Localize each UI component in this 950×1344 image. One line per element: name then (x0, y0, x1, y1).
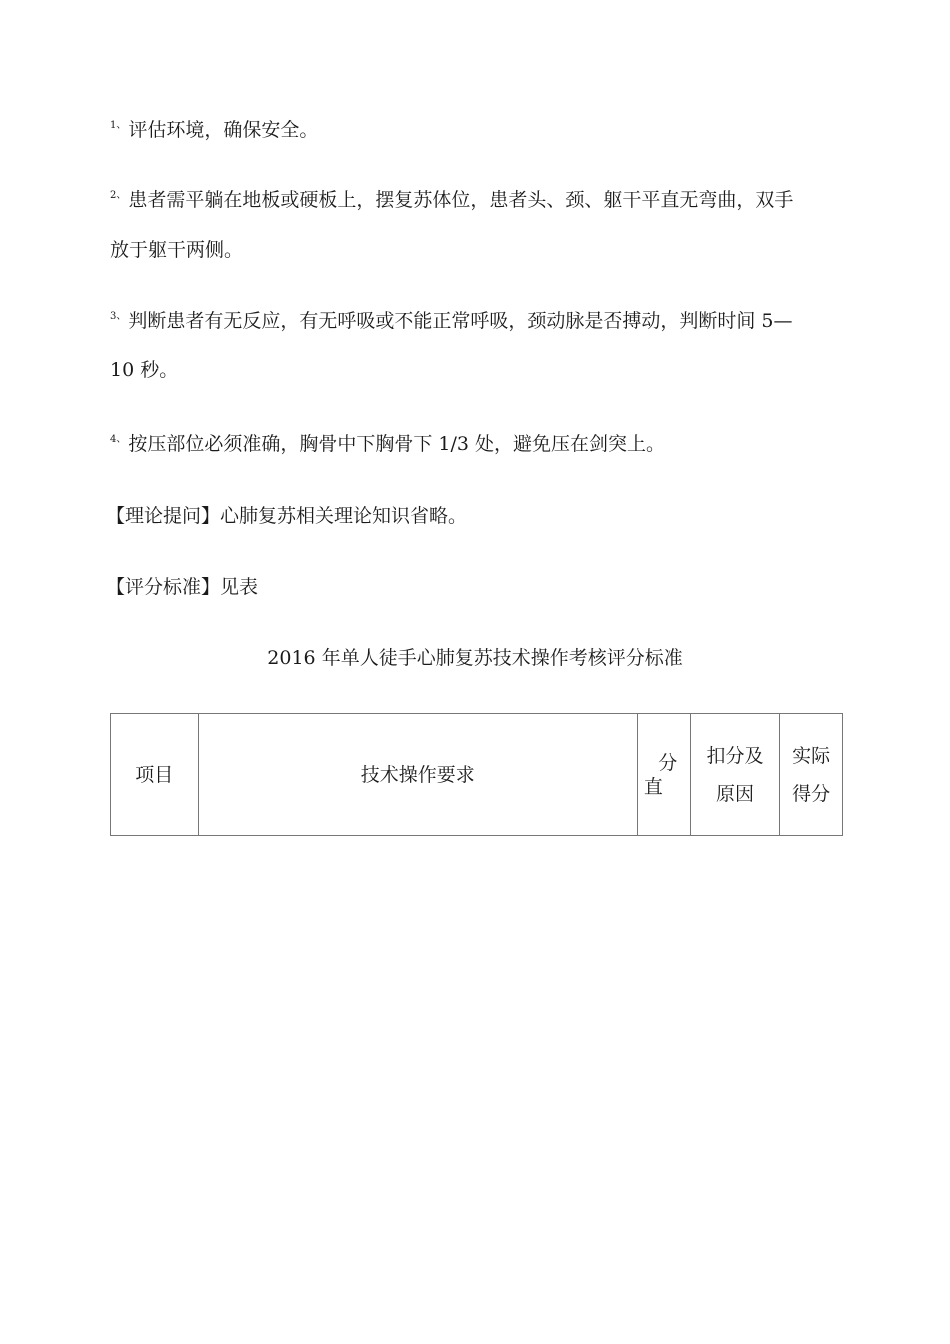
theory-question: 【理论提问】心肺复苏相关理论知识省略。 (106, 505, 468, 527)
item-1 (110, 118, 318, 142)
table-header-row (111, 714, 843, 836)
header-deduction-line2: 原因 (715, 782, 754, 805)
item-number: 3、 (110, 311, 127, 322)
item-number: 1、 (110, 120, 127, 131)
item-2 (110, 188, 793, 212)
item-2-continuation: 放于躯干两侧。 (110, 239, 244, 261)
header-actual-line1: 实际 (792, 744, 831, 767)
item-3-continuation: 10 秒。 (110, 359, 179, 381)
header-actual-score (780, 714, 843, 836)
header-item (111, 714, 199, 836)
header-actual-line2: 得分 (792, 782, 831, 805)
item-4 (110, 432, 665, 456)
item-text: 判断患者有无反应，有无呼吸或不能正常呼吸，颈动脉是否搏动，判断时间 5— (128, 310, 793, 332)
item-3 (110, 309, 793, 333)
header-deduction-line1: 扣分及 (706, 744, 764, 767)
item-text: 评估环境，确保安全。 (128, 119, 319, 141)
scoring-table (110, 713, 843, 836)
item-number: 4、 (110, 434, 127, 445)
scoring-standard: 【评分标准】见表 (106, 576, 259, 598)
item-number: 2、 (110, 190, 127, 201)
header-score (637, 714, 690, 836)
header-requirement (198, 714, 637, 836)
table-title: 2016 年单人徒手心肺复苏技术操作考核评分标准 (267, 647, 683, 669)
header-score-line2: 直 (643, 775, 663, 798)
item-text: 按压部位必须准确，胸骨中下胸骨下 1/3 处，避免压在剑突上。 (128, 433, 666, 455)
header-score-line1: 分 (658, 751, 678, 774)
header-requirement-label: 技术操作要求 (360, 763, 475, 786)
header-deduction (690, 714, 780, 836)
header-item-label: 项目 (135, 763, 174, 786)
item-text: 患者需平躺在地板或硬板上，摆复苏体位，患者头、颈、躯干平直无弯曲，双手 (128, 189, 794, 211)
